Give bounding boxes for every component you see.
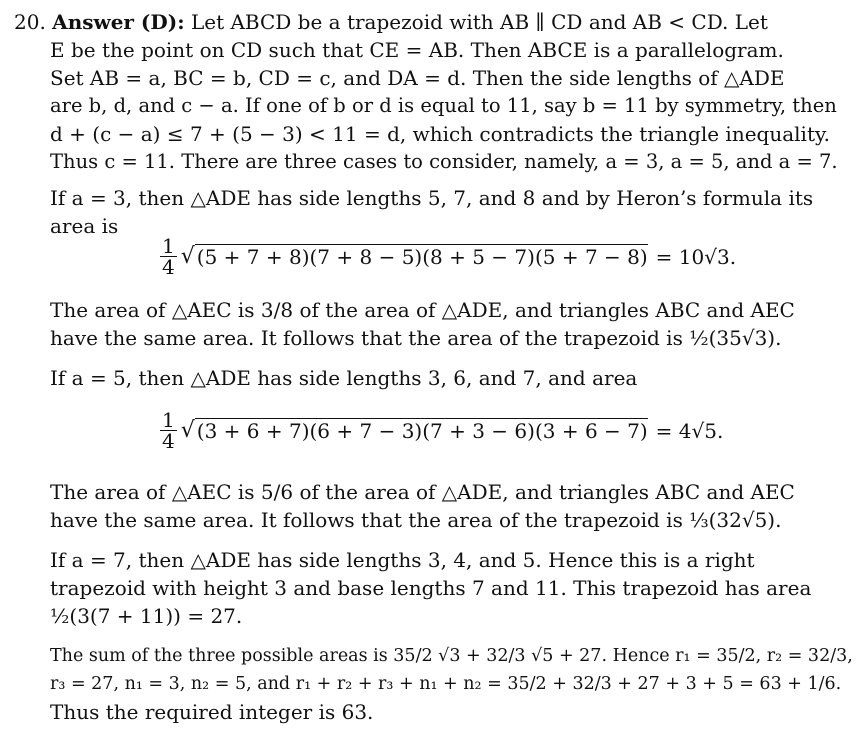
case5-paragraph: [50, 364, 854, 392]
case3-frac-num: 1: [162, 234, 175, 258]
case3-radicand: (5 + 7 + 8)(7 + 8 − 5)(8 + 5 − 7)(5 + 7 − 8): [196, 245, 648, 269]
case5-fraction: [160, 410, 177, 451]
intro-line-3: Set AB = a, BC = b, CD = c, and DA = d. Then the side lengths of △ADE: [50, 66, 785, 90]
intro-line-2: E be the point on CD such that CE = AB. Then ABCE is a parallelogram.: [50, 38, 784, 62]
case5-frac-num: 1: [162, 408, 175, 432]
case3-paragraph: [50, 184, 854, 240]
case3-after-line-1: The area of △AEC is 3/8 of the area of △ADE, and triangles ABC and AEC: [50, 298, 795, 322]
conclusion-line-3: Thus the required integer is 63.: [50, 700, 374, 724]
sqrt-sign: √: [180, 418, 195, 443]
case3-after: [50, 296, 854, 352]
case7-line-2: trapezoid with height 3 and base lengths 7 and 11. This trapezoid has area: [50, 576, 812, 600]
case3-line-2: area is: [50, 214, 119, 238]
case3-after-line-2: have the same area. It follows that the area of the trapezoid is ½(35√3).: [50, 326, 782, 350]
conclusion-paragraph: [50, 642, 854, 726]
intro-line-1: [14, 8, 854, 36]
intro-paragraph: [14, 8, 854, 36]
case5-after-line-1: The area of △AEC is 5/6 of the area of △ADE, and triangles ABC and AEC: [50, 480, 795, 504]
case7-line-1: If a = 7, then △ADE has side lengths 3, 4, and 5. Hence this is a right: [50, 548, 755, 572]
conclusion-line-1: The sum of the three possible areas is 35/2 √3 + 32/3 √5 + 27. Hence r₁ = 35/2, r₂ = 32/3,: [50, 646, 853, 666]
case5-result: = 4√5.: [655, 418, 724, 443]
case3-frac-den: 4: [162, 255, 175, 279]
case7-paragraph: [50, 546, 854, 630]
answer-label: Answer (D):: [52, 10, 185, 34]
case3-fraction: [160, 236, 177, 277]
case5-after: [50, 478, 854, 534]
case5-frac-den: 4: [162, 429, 175, 453]
case5-formula: [160, 410, 723, 451]
intro-text-1: Let ABCD be a trapezoid with AB ∥ CD and AB < CD. Let: [190, 10, 768, 34]
intro-line-5: d + (c − a) ≤ 7 + (5 − 3) < 11 = d, which contradicts the triangle inequality.: [50, 122, 830, 146]
sqrt-sign: √: [180, 244, 195, 269]
case5-radicand: (3 + 6 + 7)(6 + 7 − 3)(7 + 3 − 6)(3 + 6 − 7): [196, 419, 648, 443]
case7-line-3: ½(3(7 + 11)) = 27.: [50, 604, 243, 628]
case3-formula: [160, 236, 736, 277]
intro-line-4: are b, d, and c − a. If one of b or d is equal to 11, say b = 11 by symmetry, then: [50, 94, 837, 117]
case3-line-1: If a = 3, then △ADE has side lengths 5, 7, and 8 and by Heron’s formula its: [50, 186, 814, 210]
problem-number: 20.: [14, 10, 46, 34]
case3-result: = 10√3.: [655, 244, 737, 269]
case5-line-1: If a = 5, then △ADE has side lengths 3, 6, and 7, and area: [50, 366, 638, 390]
intro-continuation: [50, 36, 854, 176]
conclusion-line-2: r₃ = 27, n₁ = 3, n₂ = 5, and r₁ + r₂ + r₃ + n₁ + n₂ = 35/2 + 32/3 + 27 + 3 + 5 = 63 + 1/6.: [50, 674, 842, 694]
case5-after-line-2: have the same area. It follows that the area of the trapezoid is ⅓(32√5).: [50, 508, 782, 532]
intro-line-6: Thus c = 11. There are three cases to consider, namely, a = 3, a = 5, and a = 7.: [50, 150, 838, 173]
